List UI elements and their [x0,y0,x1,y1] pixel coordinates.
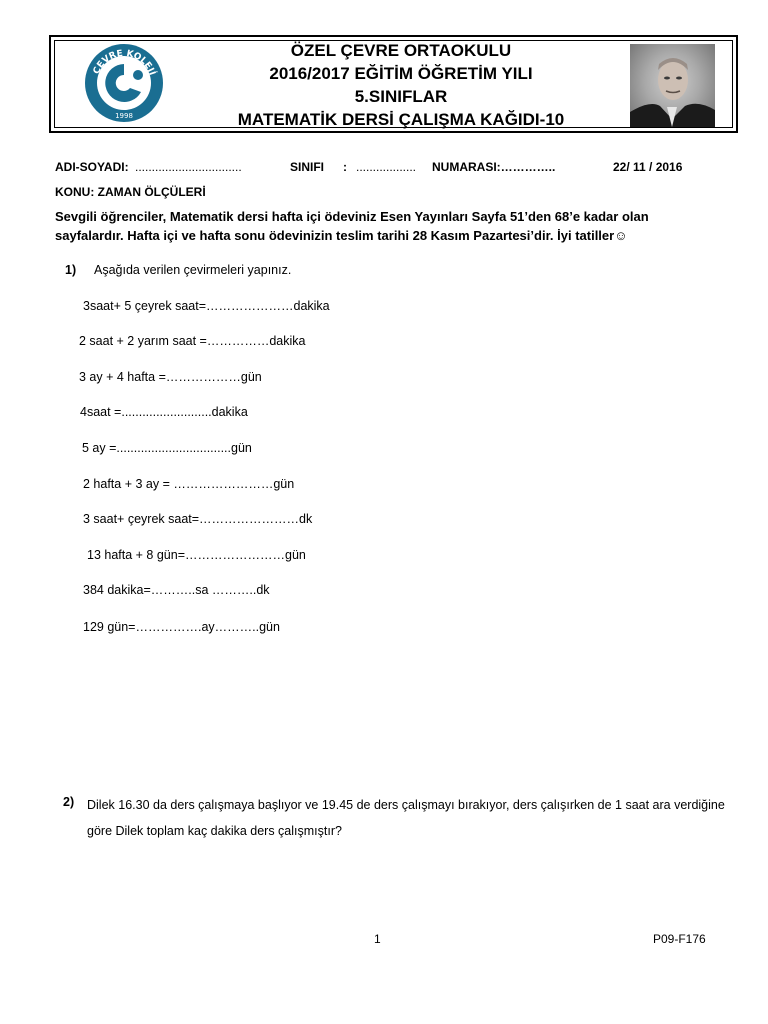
form-code: P09-F176 [653,932,706,946]
conversion-item: 3 ay + 4 hafta =………………gün [79,370,262,384]
topic: KONU: ZAMAN ÖLÇÜLERİ [55,185,206,199]
question-2-number: 2) [63,795,75,809]
svg-text:ÇEVRE KOLEJİ [92,49,158,77]
conversion-item: 384 dakika=………..sa ………..dk [83,583,270,597]
question-2-text: Dilek 16.30 da ders çalışmaya başlıyor ve 19.45 de ders çalışmayı bırakıyor, ders çalışırken de 1 saat ara verdiğine göre Dilek toplam kaç dakika ders çalışmıştır? [87,798,725,838]
grade-level: 5.SINIFLAR [354,87,448,106]
conversion-item: 3saat+ 5 çeyrek saat=…………………dakika [83,299,330,313]
page-number: 1 [374,932,381,946]
conversion-item: 2 saat + 2 yarım saat =……………dakika [79,334,306,348]
question-1-text: Aşağıda verilen çevirmeleri yapınız. [94,263,292,277]
class-field[interactable]: .................. [356,160,417,174]
conversion-item: 3 saat+ çeyrek saat=……………………dk [83,512,313,526]
question-1-number: 1) [65,263,77,277]
school-name: ÖZEL ÇEVRE ORTAOKULU [290,41,512,60]
logo-text: ÇEVRE KOLEJİ [91,48,157,77]
conversion-item: 129 gün=…………….ay………..gün [83,620,280,634]
class-colon: : [343,160,347,174]
number-label[interactable]: NUMARASI:………….. [432,160,556,174]
name-label: ADI-SOYADI: [55,160,129,174]
header-box [49,35,738,133]
conversion-item: 4saat =..........................dakika [80,405,248,419]
header-titles [191,39,611,131]
school-logo-icon [83,42,165,124]
school-year: 2016/2017 EĞİTİM ÖĞRETİM YILI [269,64,533,83]
intro-paragraph: Sevgili öğrenciler, Matematik dersi hafta içi ödeviniz Esen Yayınları Sayfa 51’den 68’e kadar olan sayfalardır. Hafta içi ve hafta sonu ödevinizin teslim tarihi 28 Kasım Pazartesi’dir. İyi tatiller☺ [55,209,649,243]
logo-year: 1998 [115,112,133,120]
portrait-photo [630,44,715,127]
date: 22/ 11 / 2016 [613,160,683,174]
worksheet-title: MATEMATİK DERSİ ÇALIŞMA KAĞIDI-10 [237,110,565,129]
conversion-item: 13 hafta + 8 gün=……………………gün [87,548,306,562]
class-label: SINIFI [290,160,325,174]
name-field[interactable]: ................................ [135,160,242,174]
conversion-item: 2 hafta + 3 ay = ……………………gün [83,477,295,491]
conversion-item: 5 ay =.................................gün [82,441,252,455]
